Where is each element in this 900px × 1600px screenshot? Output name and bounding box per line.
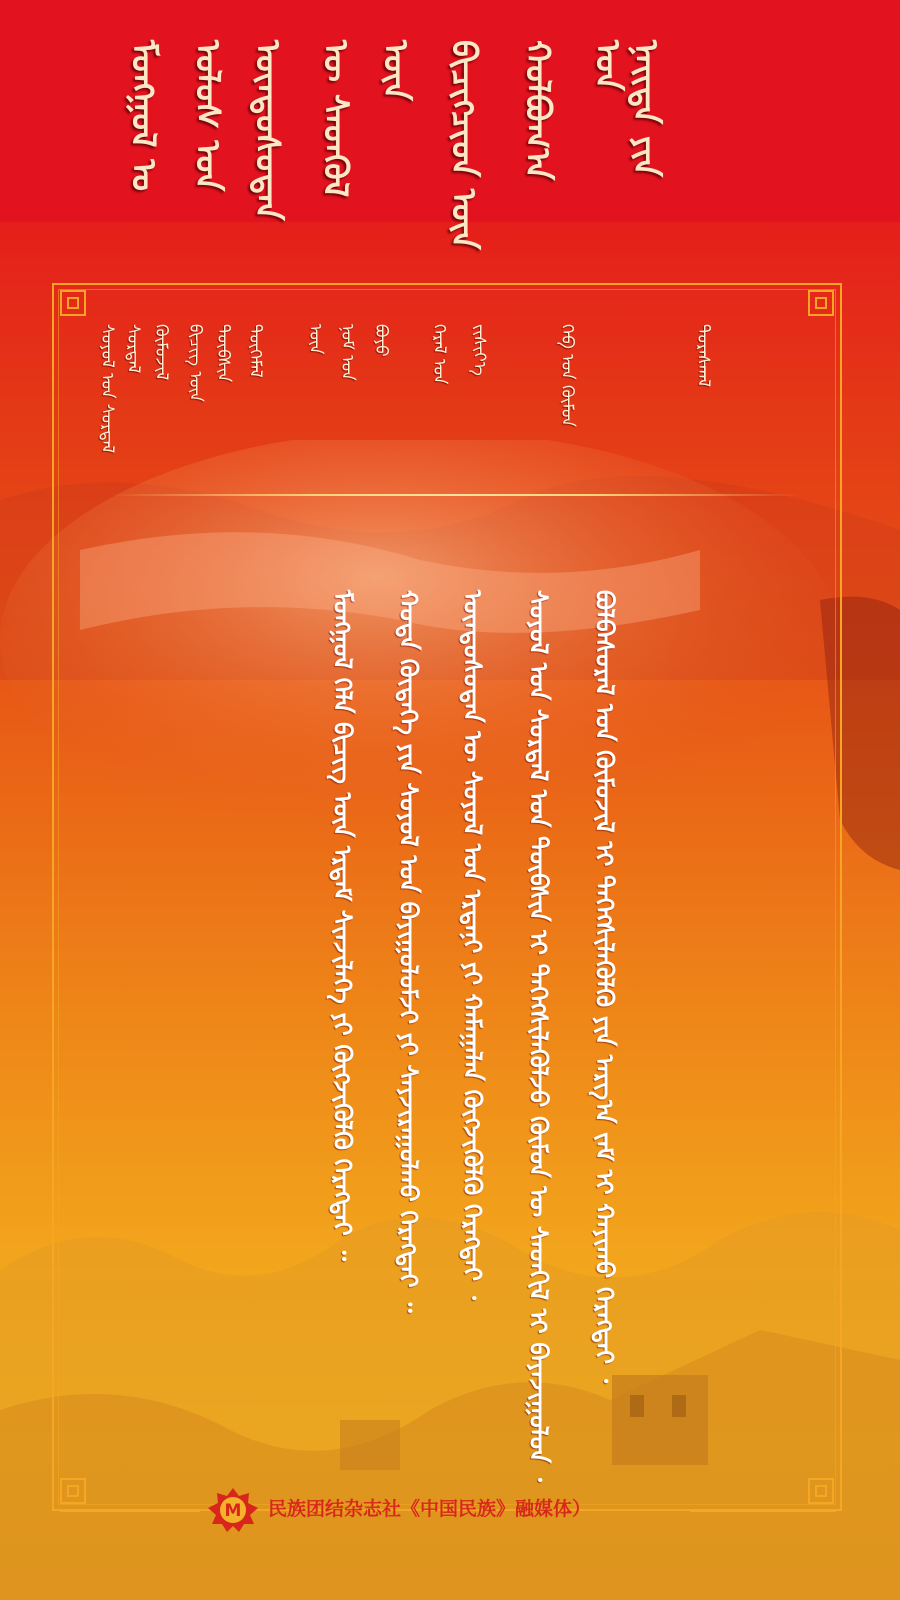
subtitle-column-7: ᠦᠨ [305, 324, 325, 355]
title-column-9: ᠨᠡᠢᠲᠡ ᠶᠢᠨ [625, 40, 665, 177]
subtitle-column-3: ᠬᠦᠮᠦᠵᠢᠯ [151, 324, 171, 381]
title-column-5: ᠦᠨ [375, 40, 415, 101]
title-column-2: ᠤᠯᠤᠰ ᠤᠨ [187, 40, 227, 192]
logo-letter: M [224, 1501, 242, 1521]
title-column-6: ᠪᠢᠴᠢᠭᠴᠢᠳ ᠦᠨ [443, 40, 483, 250]
subtitle-column-12: ᠬᠡᠪ ᠤᠨ ᠬᠦᠮᠦᠨ [557, 324, 577, 427]
subtitle-column-10: ᠭᠡᠷᠡᠯ ᠤᠨ [429, 324, 449, 385]
gold-divider [110, 494, 800, 496]
subtitle-column-5: ᠲᠦᠪᠰᠢᠨ [213, 324, 233, 383]
body-column-1: ᠪᠣᠯᠪᠠᠰᠤᠷᠠᠯ ᠤᠨ ᠬᠦᠮᠦᠵᠢᠯ ᠢ ᠳᠡᠭᠡᠭᠰᠢᠯᠡᠭᠦᠯᠬᠦ ᠶᠢᠨ ᠠᠷᠭ᠎ᠠ ᠵᠠᠮ ᠢ ᠬᠠᠶᠢᠬᠤ ᠬᠡᠷᠡᠭᠲᠡᠢ ᠂ [590, 590, 619, 1383]
frame-corner-top-left [60, 290, 86, 316]
frame-corner-bottom-left [60, 1478, 86, 1504]
publisher-name: 民族团结杂志社《中国民族》融媒体） [268, 1498, 592, 1520]
title-column-4: ᠦ ᠰᠡᠳᠬᠦᠯ [315, 40, 355, 198]
frame-corner-top-right [808, 290, 834, 316]
body-column-3: ᠦᠨᠳᠦᠰᠦᠲᠡᠨ ᠦ ᠰᠣᠶᠣᠯ ᠤᠨ ᠡᠷᠳᠡᠨᠢ ᠶᠢ ᠬᠠᠮᠠᠭᠠᠯᠠᠨ ᠬᠥᠭᠵᠢᠭᠦᠯᠬᠦ ᠬᠡᠷᠡᠭᠲᠡᠢ ᠂ [458, 590, 487, 1300]
title-column-3: ᠦᠨᠳᠦᠰᠦᠲᠡᠨ [247, 40, 287, 221]
subtitle-column-11: ᠵᠢᠱᠢᠶ᠎ᠡ [469, 324, 489, 376]
frame-corner-bottom-right [808, 1478, 834, 1504]
body-column-2: ᠰᠣᠶᠣᠯ ᠤᠨ ᠰᠤᠷᠲᠠᠯ ᠤᠨ ᠲᠦᠪᠰᠢᠨ ᠢ ᠳᠡᠭᠡᠭᠰᠢᠯᠡᠭᠦᠯᠵᠦ ᠬᠦᠮᠦᠨ ᠦ ᠰᠡᠳᠬᠢᠯ ᠢ ᠪᠠᠶᠠᠵᠢᠭᠤᠯᠤᠨ ᠂ [524, 590, 553, 1482]
footer-rule-left [60, 1510, 200, 1512]
body-column-5: ᠮᠣᠩᠭᠣᠯ ᠬᠡᠯᠡ ᠪᠢᠴᠢᠭ ᠦᠨ ᠡᠷᠳᠡᠮ ᠰᠢᠨᠵᠢᠯᠡᠭᠡ ᠶᠢ ᠬᠥᠭᠵᠢᠭᠦᠯᠬᠦ ᠬᠡᠷᠡᠭᠲᠡᠢ ᠃ [328, 590, 357, 1261]
ornamental-frame-inner [58, 289, 836, 1505]
footer-rule-right [690, 1510, 836, 1512]
subtitle-column-6: ᠲᠦᠭᠡᠮᠡᠯ [245, 324, 265, 378]
title-column-8: ᠤᠨ [587, 40, 627, 91]
title-column-1: ᠮᠣᠩᠭᠣᠯ ᠤ [123, 40, 163, 192]
subtitle-column-13: ᠳᠤᠷᠠᠰᠬᠠᠯ [693, 324, 713, 387]
subtitle-column-2: ᠰᠤᠷᠲᠠᠯ [123, 324, 143, 374]
body-column-4: ᠬᠣᠲᠠ ᠬᠥᠳᠡᠭᠡ ᠶᠢᠨ ᠰᠣᠶᠣᠯ ᠤᠨ ᠪᠠᠶᠢᠭᠤᠯᠤᠮᠵᠢ ᠶᠢ ᠰᠠᠶᠵᠢᠷᠠᠭᠤᠯᠬᠤ ᠬᠡᠷᠡᠭᠲᠡᠢ ᠃ [394, 590, 423, 1313]
subtitle-column-4: ᠪᠢᠴᠢᠭ ᠦᠨ [185, 324, 205, 402]
subtitle-column-8: ᠨᠣᠮ ᠤᠨ [337, 324, 357, 381]
publisher-logo-icon [206, 1486, 260, 1534]
title-column-7: ᠬᠣᠯᠪᠣᠭ᠎ᠠ [517, 40, 557, 181]
subtitle-column-1: ᠰᠣᠶᠣᠯ ᠤᠨ ᠰᠤᠷᠲᠠᠯ [97, 324, 117, 454]
subtitle-column-9: ᠪᠤᠶᠤ [371, 324, 391, 357]
